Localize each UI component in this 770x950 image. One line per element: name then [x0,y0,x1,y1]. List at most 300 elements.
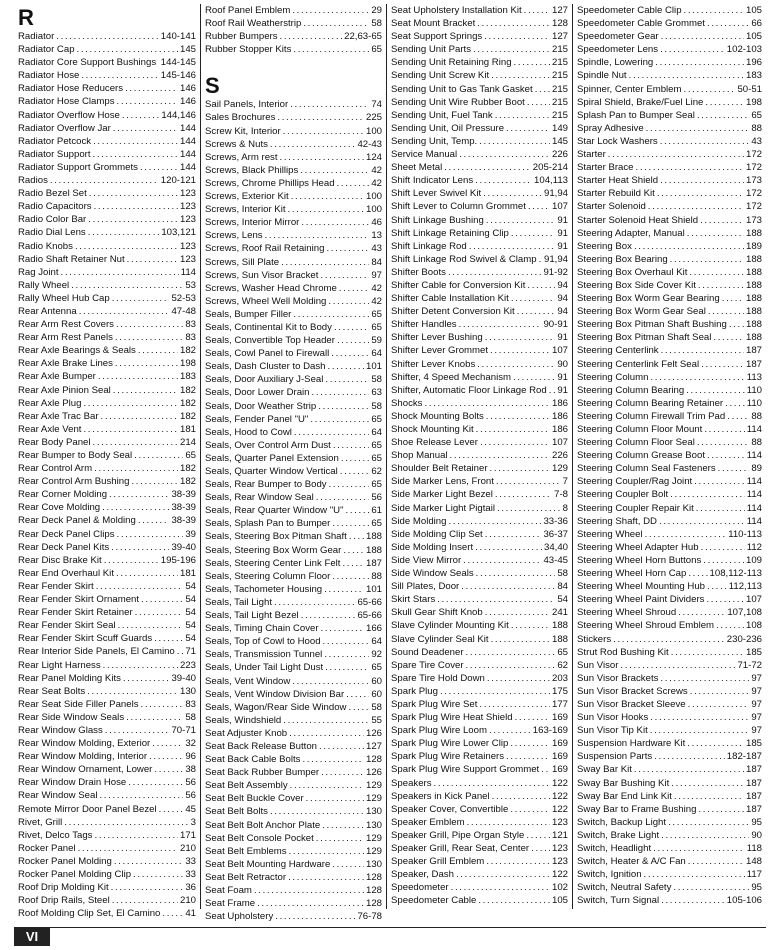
entry-page: 65 [371,308,382,320]
entry-name: Side View Mirror [391,554,462,566]
dot-leader [670,253,744,266]
index-entry [205,897,382,910]
entry-name: Shifter Lever Bushing [391,332,483,344]
entry-name: Seat Belt Mounting Hardware [205,858,331,870]
index-entry [18,240,196,253]
dot-leader [83,423,178,436]
entry-name: Rear End Overhaul Kit [18,567,114,579]
entry-name: Seat Belt Emblems [205,845,287,857]
dot-leader [292,4,369,17]
entry-page: 29 [371,5,382,16]
entry-page: 172 [745,149,762,161]
index-entry [391,750,568,763]
index-entry [205,295,382,308]
entry-name: Rear Deck Panel & Molding [18,515,136,527]
index-entry [391,790,568,803]
entry-page: 74 [371,99,382,111]
entry-page: 76-78 [357,911,382,923]
index-entry [577,344,762,357]
entry-name: Sail Panels, Interior [205,99,289,111]
entry-page: 182 [179,397,196,409]
index-columns [14,4,766,923]
entry-name: Seat Belt Bolt Anchor Plate [205,819,321,831]
dot-leader [424,397,550,410]
entry-name: Rear Fender Skirt Ornament [18,594,140,606]
index-entry [391,371,568,384]
dot-leader [93,436,178,449]
dot-leader [346,688,369,701]
dot-leader [56,30,159,43]
dot-leader [541,763,550,776]
entry-page: 46 [371,217,382,229]
index-entry [391,502,568,515]
dot-leader [274,596,355,609]
entry-name: Shifter, Automatic Floor Linkage Rod [391,384,547,396]
index-entry [577,698,762,711]
dot-leader [323,635,370,648]
index-entry [205,517,382,530]
dot-leader [648,200,744,213]
entry-name: Roof Panel Emblem [205,5,291,16]
entry-page: 97 [751,712,762,724]
dot-leader [254,884,364,897]
entry-name: Seat Upholstery Installation Kit [391,5,522,16]
index-entry [18,253,196,266]
entry-page: 185 [745,738,762,750]
dot-leader [257,897,364,910]
entry-page: 105-106 [726,895,762,907]
entry-name: Speedometer Cable Clip [577,5,682,16]
index-entry [205,635,382,648]
dot-leader [613,633,725,646]
dot-leader [513,371,555,384]
entry-page: 65 [371,479,382,491]
dot-leader [81,69,158,82]
index-entry [205,648,382,661]
entry-page: 188 [745,319,762,331]
entry-name: Screws, Arm rest [205,151,278,163]
index-entry [577,646,762,659]
entry-page: 7 [562,476,568,488]
entry-page: 42 [371,164,382,176]
entry-page: 226 [551,450,568,462]
entry-name: Seals, Bumper Filler [205,308,292,320]
dot-leader [310,413,369,426]
index-entry [391,646,568,659]
entry-page: 32 [185,738,196,750]
dot-leader [83,397,178,410]
entry-page: 182 [179,410,196,422]
index-entry [577,475,762,488]
index-entry [205,753,382,766]
entry-page: 140-141 [160,31,196,42]
dot-leader [506,122,550,135]
entry-name: Speedometer Gear [577,31,659,43]
footer-rule [14,927,766,928]
dot-leader [450,449,550,462]
index-entry [18,868,196,881]
entry-page: 54 [557,594,568,606]
index-entry [577,371,762,384]
entry-page: 65 [185,450,196,461]
dot-leader [707,17,749,30]
index-entry [205,871,382,884]
dot-leader [698,279,744,292]
entry-name: Seals, Quarter Panel Extension [205,452,339,464]
index-entry [391,397,568,410]
entry-page: 144-145 [160,57,196,69]
index-entry [577,790,762,803]
entry-page: 89 [751,463,762,475]
entry-name: Slave Cylinder Mounting Kit [391,620,509,632]
index-entry [18,279,196,292]
index-entry [577,122,762,135]
index-entry [391,83,568,96]
entry-page: 129 [551,463,568,475]
index-entry [18,161,196,174]
dot-leader [125,82,178,95]
entry-page: 172 [745,201,762,213]
entry-name: Sway Bar Kit [577,764,632,776]
dot-leader [134,449,183,462]
index-entry [205,125,382,138]
entry-page: 188 [745,253,762,265]
entry-page: 95 [751,882,762,894]
dot-leader [650,711,749,724]
entry-name: Steering Coupler Bolt [577,489,669,501]
entry-page: 61 [371,505,382,517]
dot-leader [79,305,170,318]
entry-name: Seat Frame [205,898,256,910]
entry-page: 128 [365,898,382,910]
dot-leader [477,358,555,371]
dot-leader [341,452,369,465]
index-entry [205,360,382,373]
entry-page: 188 [365,531,382,543]
entry-name: Sending Unit, Temp. [391,135,478,147]
index-entry [391,488,568,501]
index-entry [18,449,196,462]
dot-leader [645,528,727,541]
entry-page: 33 [185,855,196,867]
index-entry [577,567,762,580]
dot-leader [303,17,369,30]
index-entry [391,633,568,646]
entry-page: 42 [371,282,382,294]
entry-page: 105 [745,5,762,16]
entry-page: 90-91 [543,319,568,331]
index-entry [18,200,196,213]
entry-name: Rear Axle Bearings & Seals [18,345,136,357]
dot-leader [461,580,555,593]
entry-page: 182 [179,476,196,488]
index-entry [205,321,382,334]
entry-page: 91 [557,332,568,344]
entry-name: Steering Column Floor Mount [577,424,703,435]
dot-leader [94,829,178,842]
index-entry [18,645,196,658]
entry-name: Shifter Detent Conversion Kit [391,306,515,318]
entry-name: Screws, Roof Rail Retaining [205,243,325,255]
index-entry [205,17,382,30]
index-entry [205,426,382,439]
index-entry [391,358,568,371]
index-entry [18,384,196,397]
entry-name: Speaker Grill, Pipe Organ Style [391,829,525,841]
index-entry [18,423,196,436]
index-entry [391,816,568,829]
entry-page: 107 [551,201,568,213]
dot-leader [320,269,369,282]
dot-leader [539,253,542,266]
dot-leader [324,583,364,596]
entry-name: Steering Centerlink [577,345,659,357]
entry-name: Screw Kit, Interior [205,125,281,137]
entry-page: 123 [551,843,568,854]
entry-name: Shift Linkage Rod Swivel & Clamp [391,253,537,265]
dot-leader [102,501,169,514]
dot-leader [659,515,745,528]
entry-page: 63 [371,387,382,399]
entry-page: 126 [365,727,382,739]
index-entry [391,672,568,685]
dot-leader [629,69,744,82]
entry-name: Seals, Top of Cowl to Hood [205,636,321,648]
entry-page: 126 [365,767,382,779]
index-entry [205,269,382,282]
entry-page: 53 [185,279,196,291]
entry-name: Rivet, Grill [18,816,63,828]
index-entry [391,724,568,737]
dot-leader [123,672,170,685]
index-entry [18,685,196,698]
dot-leader [117,95,178,108]
index-entry [577,763,762,776]
dot-leader [636,161,744,174]
entry-name: Rear Panel Molding Kits [18,672,121,684]
entry-name: Rear Interior Side Panels, El Camino [18,646,175,658]
dot-leader [332,517,369,530]
entry-name: Seals, Timing Chain Cover [205,623,319,635]
dot-leader [510,737,550,750]
index-entry [18,803,196,816]
entry-page: 107 [745,594,762,606]
entry-page: 110 [746,397,762,409]
index-entry [577,187,762,200]
entry-page: 65 [371,662,382,674]
dot-leader [291,190,364,203]
entry-page: 65 [557,646,568,658]
entry-page: 214 [179,436,196,448]
entry-name: Star Lock Washers [577,135,658,147]
index-entry [205,622,382,635]
entry-name: Spark Plug [391,685,438,697]
dot-leader [700,214,744,227]
dot-leader [722,292,744,305]
entry-name: Spiral Shield, Brake/Fuel Line [577,96,704,108]
entry-page: 129 [365,780,382,792]
entry-name: Rear Arm Rest Panels [18,332,113,344]
index-entry [577,200,762,213]
index-entry [391,528,568,541]
entry-name: Speedometer Lens [577,44,659,56]
index-entry [391,829,568,842]
dot-leader [115,357,178,370]
entry-page: 38-39 [171,489,196,501]
entry-page: 64 [371,636,382,648]
dot-leader [707,449,745,462]
index-entry [577,331,762,344]
entry-name: Rear Fender Skirt [18,580,94,592]
entry-name: Shock Mounting Bolts [391,410,484,422]
index-entry [18,881,196,894]
index-entry [18,292,196,305]
dot-leader [646,122,750,135]
entry-page: 42 [371,177,382,189]
dot-leader [477,17,550,30]
entry-name: Steering Wheel Shroud [577,607,677,619]
index-entry [205,819,382,832]
entry-name: Seals, Steering Box Pitman Shaft [205,531,347,543]
index-entry [577,436,762,449]
entry-name: Sending Unit Retaining Ring [391,57,512,69]
entry-name: Rear Body Panel [18,436,91,448]
index-entry [205,609,382,622]
index-entry [18,528,196,541]
entry-page: 130 [179,685,196,697]
index-entry [205,661,382,674]
entry-page: 91 [557,384,568,396]
entry-name: Seals, Tail Light Bezel [205,610,299,622]
entry-page: 110-113 [728,528,762,540]
dot-leader [99,789,183,802]
entry-name: Radio Color Bar [18,214,87,226]
index-entry [577,305,762,318]
entry-page: 54 [185,620,196,632]
entry-name: Sending Unit, Fuel Tank [391,109,493,121]
entry-name: Sill Plates, Door [391,581,460,593]
entry-name: Spare Tire Hold Down [391,672,485,684]
entry-page: 144 [179,135,196,147]
dot-leader [485,606,550,619]
index-entry [391,436,568,449]
entry-page: 145-146 [160,70,196,82]
index-entry [205,43,382,56]
entry-name: Seals, Dash Cluster to Dash [205,361,326,373]
entry-name: Seat Upholstery [205,911,274,923]
entry-page: 47-48 [171,305,196,317]
index-entry [18,266,196,279]
index-entry [18,436,196,449]
entry-page: 163-169 [532,725,568,737]
entry-page: 58 [557,568,568,580]
index-entry [391,161,568,174]
dot-leader [440,685,550,698]
dot-leader [349,530,364,543]
entry-page: 241 [551,607,568,619]
entry-name: Speaker Emblem [391,816,465,828]
index-entry [577,711,762,724]
index-entry [391,331,568,344]
dot-leader [661,344,744,357]
entry-page: 38-39 [171,502,196,514]
index-entry [205,452,382,465]
entry-name: Shocks [391,397,423,409]
entry-name: Steering Shaft, DD [577,515,657,527]
entry-name: Rear Axle Bumper [18,371,96,383]
dot-leader [490,462,550,475]
entry-page: 34,40 [543,541,568,553]
dot-leader [634,763,744,776]
index-column-2-top [205,4,382,56]
index-entry [18,410,196,423]
dot-leader [116,318,183,331]
entry-name: Seals, Rear Bumper to Body [205,479,327,491]
entry-page: 107,108 [727,607,762,619]
entry-page: 70-71 [171,724,196,736]
dot-leader [466,646,556,659]
entry-name: Steering Column Firewall Trim Pad [577,410,726,422]
entry-page: 215 [551,44,568,56]
entry-page: 112 [746,541,762,553]
dot-leader [133,868,183,881]
entry-page: 43-45 [543,554,568,566]
dot-leader [515,711,550,724]
index-entry [205,805,382,818]
index-entry [205,138,382,151]
entry-name: Sun Visor Bracket Screws [577,685,688,697]
entry-page: 123 [179,188,196,200]
entry-name: Seat Back Rubber Bumper [205,767,320,779]
entry-page: 42-43 [357,138,382,150]
dot-leader [466,659,556,672]
index-entry [18,187,196,200]
entry-page: 114 [746,450,762,462]
dot-leader [293,43,369,56]
entry-page: 129 [365,845,382,857]
entry-name: Skull Gear Shift Knob [391,607,483,619]
dot-leader [473,43,550,56]
dot-leader [689,266,744,279]
entry-name: Steering Wheel Mounting Hub [577,581,705,593]
index-entry [391,227,568,240]
entry-name: Spark Plug Wire Heat Shield [391,712,513,724]
dot-leader [491,633,550,646]
dot-leader [524,4,550,17]
dot-leader [135,606,184,619]
index-entry [577,894,762,907]
entry-page: 112,113 [728,581,762,593]
index-entry [18,619,196,632]
dot-leader [138,344,178,357]
entry-page: 177 [551,698,568,710]
dot-leader [514,56,550,69]
index-entry [205,675,382,688]
dot-leader [653,842,745,855]
index-entry [18,763,196,776]
entry-page: 188 [745,306,762,318]
index-entry [391,881,568,894]
index-entry [18,488,196,501]
dot-leader [484,30,550,43]
entry-name: Rally Wheel [18,279,70,291]
entry-page: 95 [751,816,762,828]
entry-name: Steering Box Worm Gear Seal [577,306,706,318]
entry-name: Rocker Panel Molding Clip [18,869,132,880]
dot-leader [270,805,364,818]
entry-name: Rear Light Harness [18,659,101,671]
entry-page: 88 [751,410,762,422]
